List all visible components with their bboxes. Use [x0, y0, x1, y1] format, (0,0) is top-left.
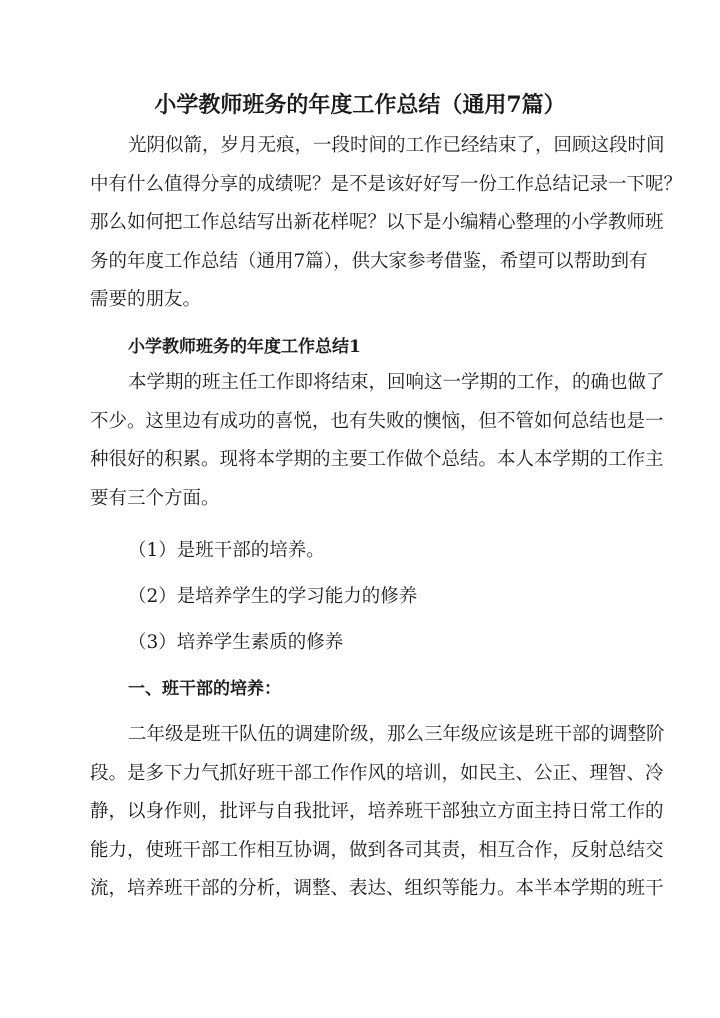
text-line: 本学期的班主任工作即将结束，回响这一学期的工作，的确也做了	[128, 372, 665, 393]
list-item: （1）是班干部的培养。	[128, 540, 325, 561]
list-item: （3）培养学生素质的修养	[128, 632, 344, 653]
text-line: 那么如何把工作总结写出新花样呢？以下是小编精心整理的小学教师班	[90, 212, 664, 234]
list-item: （2）是培养学生的学习能力的修养	[128, 586, 418, 607]
section-heading: 小学教师班务的年度工作总结1	[128, 337, 361, 357]
text-line: 要有三个方面。	[90, 487, 220, 509]
text-line: 种很好的积累。现将本学期的主要工作做个总结。本人本学期的工作主	[90, 449, 664, 471]
body-paragraph	[90, 364, 665, 518]
text-line: 段。是多下力气抓好班干部工作作风的培训，如民主、公正、理智、冷	[90, 762, 664, 784]
text-line: 需要的朋友。	[90, 289, 202, 311]
document-title: 小学教师班务的年度工作总结（通用7篇）	[154, 92, 566, 118]
text-line: 能力，使班干部工作相互协调，做到各司其责，相互合作，反射总结交	[90, 839, 664, 861]
intro-paragraph	[90, 127, 683, 320]
text-line: 二年级是班干队伍的调建阶级，那么三年级应该是班干部的调整阶	[128, 724, 665, 745]
body-paragraph	[90, 716, 665, 909]
text-line: 流，培养班干部的分析，调整、表达、组织等能力。本半本学期的班干	[90, 878, 664, 900]
text-line: 务的年度工作总结（通用7篇），供大家参考借鉴，希望可以帮助到有	[90, 250, 648, 272]
text-line: 中有什么值得分享的成绩呢？是不是该好好写一份工作总结记录一下呢？	[90, 173, 683, 195]
text-line: 光阴似箭，岁月无痕，一段时间的工作已经结束了，回顾这段时间	[128, 135, 665, 156]
text-line: 不少。这里边有成功的喜悦，也有失败的懊恼，但不管如何总结也是一	[90, 410, 664, 432]
text-line: 静，以身作则，批评与自我批评，培养班干部独立方面主持日常工作的	[90, 801, 664, 823]
sub-heading: 一、班干部的培养：	[128, 679, 281, 699]
